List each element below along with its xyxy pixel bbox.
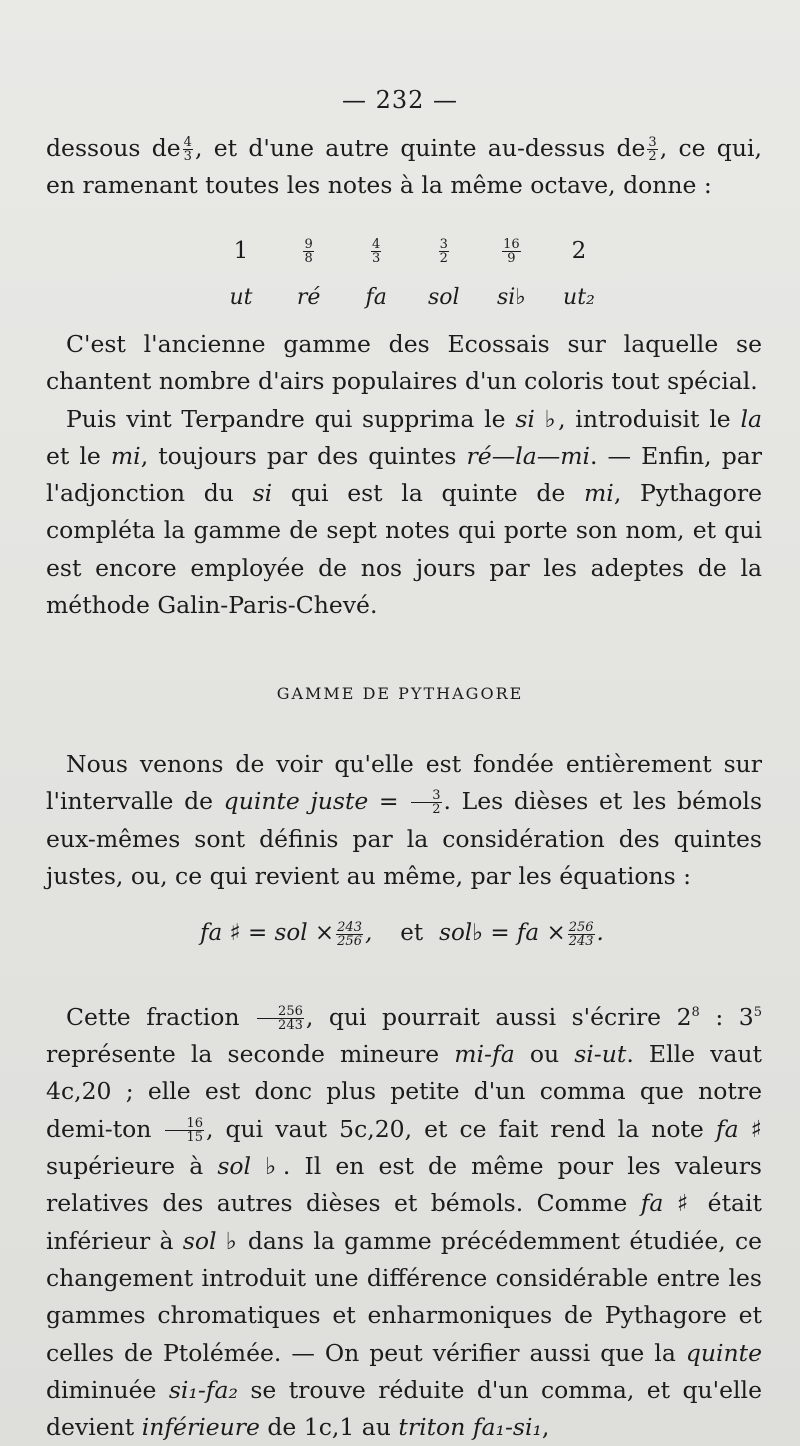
fraction-numerator: 3 [411, 789, 441, 803]
note-ref: mi-fa [454, 1040, 515, 1069]
note-ref: la [740, 404, 762, 433]
fraction-denominator: 2 [439, 250, 448, 266]
text-run: représente la seconde mineure [46, 1040, 455, 1069]
section-heading: GAMME DE PYTHAGORE [276, 684, 524, 703]
note-name: ut₂ [563, 284, 595, 310]
equation-right: sol♭ = fa × [439, 920, 566, 946]
paragraph-continuation [46, 130, 762, 205]
text-run: supérieure à [46, 1152, 218, 1181]
scale-table [210, 228, 610, 320]
scale-names-row [210, 274, 610, 320]
fraction-denominator: 15 [186, 1129, 203, 1145]
text-run: qui est la quinte de [272, 479, 585, 508]
scale-ratio: 2 [571, 238, 587, 264]
note-name: sol [427, 284, 460, 310]
text-run: . Les dièses et les bémols eux-mêmes sont définis par la considération des quintes justes, ou, ce qui revient au même, par les équations : [46, 787, 762, 890]
note-ref: sol ♭ [217, 1152, 283, 1181]
page-number: — 232 — [341, 86, 459, 114]
fraction-numerator: 243 [337, 919, 362, 935]
paragraph-body [46, 746, 762, 895]
text-run: , [541, 1413, 550, 1442]
text-run: dessous de [46, 134, 181, 162]
text-run: Nous venons de voir qu'elle est fondée entièrement sur l'intervalle de [46, 750, 762, 816]
scale-ratio [278, 237, 340, 265]
fraction-numerator: 3 [648, 135, 657, 150]
note-ref: mi [110, 441, 141, 470]
fraction-denominator: 3 [372, 250, 381, 266]
fraction-numerator: 9 [304, 236, 313, 252]
note-ref: si₁-fa₂ [168, 1375, 238, 1404]
scale-ratio [345, 237, 407, 265]
text-run: se trouve réduite d'un comma, et qu'elle devient [46, 1375, 762, 1442]
fraction-numerator: 16 [165, 1117, 204, 1131]
scale-ratio [480, 237, 542, 265]
fraction-denominator: 243 [278, 1017, 303, 1033]
term: inférieure [141, 1413, 260, 1442]
note-name: fa [365, 284, 387, 310]
text-run: . — Enfin, par l'adjonction du [46, 441, 762, 508]
note-name: si♭ [497, 284, 526, 310]
text-run: : 3 [699, 1002, 754, 1031]
paragraph [46, 994, 762, 1446]
fraction-numerator: 256 [568, 919, 594, 935]
fraction-numerator: 256 [257, 1005, 304, 1019]
fraction-numerator: 4 [183, 135, 192, 150]
fraction [411, 789, 441, 816]
fraction-denominator: 8 [304, 250, 313, 266]
note-ref: fa₁-si₁ [472, 1413, 542, 1442]
text-run [465, 1413, 472, 1441]
note-ref: si-ut [574, 1040, 627, 1069]
text-run: , et d'une autre quinte au-dessus de [194, 134, 646, 162]
text-run: de 1c,1 au [259, 1413, 399, 1442]
fraction [568, 921, 595, 948]
note-ref: si ♭ [515, 404, 559, 433]
fraction [165, 1117, 204, 1144]
text-line: en ramenant toutes les notes à la même octave, donne : [46, 171, 712, 200]
fraction-numerator: 3 [439, 236, 448, 252]
fraction-denominator: 243 [568, 933, 594, 949]
text-run: . Elle vaut 4c,20 ; elle est donc plus petite d'un comma que notre demi-ton [46, 1040, 762, 1143]
exponent: 5 [753, 1005, 762, 1020]
scale-ratios-row [210, 228, 610, 274]
text-run: et le [46, 441, 111, 470]
note-ref: fa ♯ [640, 1189, 695, 1218]
text-run: , qui vaut 5c,20, et ce fait rend la note [206, 1114, 716, 1143]
paragraph: C'est l'ancienne gamme des Ecossais sur laquelle se chantent nombre d'airs populaires d'un coloris tout spécial. [46, 330, 762, 396]
text-run: , ce qui, [659, 134, 762, 162]
text-line [46, 130, 762, 167]
fraction-denominator: 9 [507, 250, 516, 266]
note-ref: ré—la—mi [466, 441, 591, 470]
term: quinte [685, 1338, 762, 1367]
text-run: , toujours par des quintes [140, 441, 467, 470]
fraction [183, 136, 193, 163]
fraction [336, 921, 363, 948]
paragraph-body [46, 994, 762, 1446]
paragraph-group [46, 326, 762, 624]
text-run: = [368, 787, 410, 816]
text-run: , qui pourrait aussi s'écrire 2 [305, 1002, 692, 1031]
paragraph [46, 401, 762, 625]
text-run: Cette fraction [66, 1002, 256, 1031]
text-run: dans la gamme précédemment étudiée, ce changement introduit une différence considérable entre les gammes chromatiques et enharmoniques de Pythagore et celles de Ptolémée. — On peut vérifier aussi que la [46, 1226, 763, 1367]
fraction-denominator: 256 [337, 933, 362, 949]
term: triton [398, 1413, 466, 1442]
fraction-denominator: 2 [432, 802, 441, 818]
scale-ratio [413, 237, 475, 265]
text-run: ou [514, 1040, 575, 1069]
fraction-numerator: 16 [503, 236, 520, 252]
text-run: . Il en est de même pour les valeurs relatives des autres dièses et bémols. Comme [46, 1152, 762, 1218]
scale-ratio: 1 [233, 238, 249, 264]
text-run: , Pythagore compléta la gamme de sept notes qui porte son nom, et qui est encore employée de nos jours par les adeptes de la méthode Galin-Paris-Chevé. [46, 479, 762, 620]
equation: fa ♯ = sol × $\frac{243}{256}$ , et sol♭ = fa × $\frac{256}{243}$ . [200, 919, 604, 949]
equation-conjunction: et [400, 920, 424, 946]
note-ref: fa ♯ [715, 1114, 762, 1143]
fraction-numerator: 4 [372, 236, 381, 252]
text-run: Puis vint Terpandre qui supprima le [66, 404, 516, 433]
fraction-denominator: 2 [648, 149, 657, 164]
text-run: , introduisit le [558, 404, 741, 433]
fraction [257, 1005, 304, 1032]
term: quinte juste [223, 787, 369, 816]
text-run: était inférieur à [46, 1189, 762, 1255]
note-name: ré [296, 284, 321, 310]
note-ref: mi [584, 479, 614, 508]
note-name: ut [229, 284, 253, 310]
exponent: 8 [691, 1005, 700, 1020]
text-run: diminuée [46, 1375, 169, 1404]
equation-left: fa ♯ = sol × [200, 920, 335, 946]
paragraph [46, 746, 762, 895]
note-ref: sol ♭ [182, 1226, 239, 1255]
note-ref: si [252, 479, 273, 508]
fraction [647, 136, 657, 163]
fraction-denominator: 3 [183, 149, 192, 164]
